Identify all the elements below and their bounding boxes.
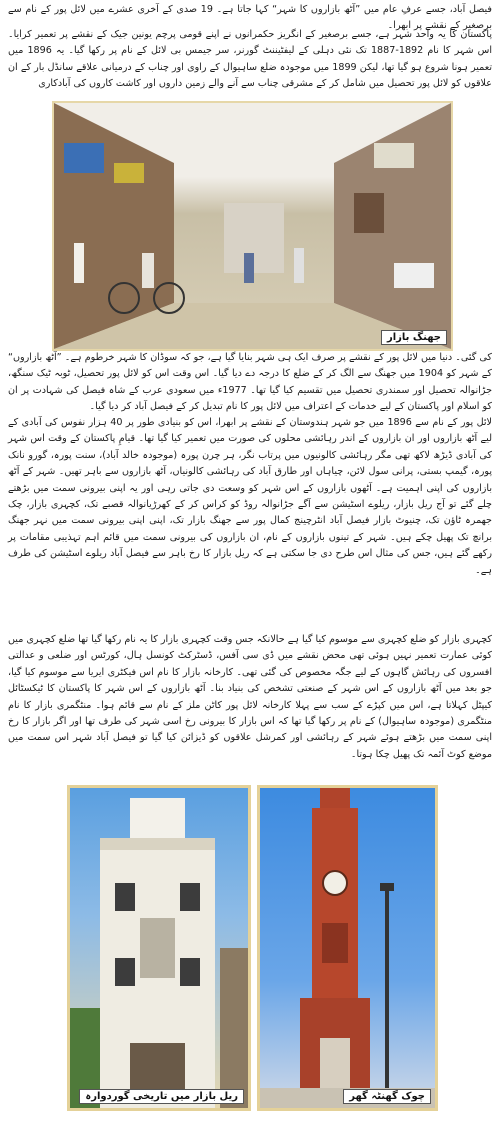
intro-paragraph: فیصل آباد، جسے عرفِ عام میں ”آٹھ بازاروں کا شہر“ کہا جاتا ہے۔ 19 صدی کے آخری عشرے میں لائل پور کے نام سے برصغیر کے نقشے پر ابھرا۔ — [8, 4, 493, 32]
gurdwara-caption: ریل بازار میں تاریخی گوردوارہ — [79, 1089, 244, 1104]
history-paragraph: پاکستان کا یہ واحد شہر ہے، جسے برصغیر کے انگریز حکمرانوں نے اپنے قومی پرچم یونین جیک کے نقشے پر تعمیر کرایا۔ اس شہر کا نام 1892-1887 تک نئی دہلی کے لیفٹیننٹ گورنر، سر جیمس بی لائل کے نام پر رکھا گیا۔ یہ 1896 میں تعمیر ہونا شروع ہو گیا تھا، لیکن 1899 میں موجودہ ضلع ساہیوال کے راوی اور چناب کے درمیانی علاقے سانڈل بار کے ان علاقوں کو لائل پور تحصیل میں شامل کر کے مشرقی چناب سے آنے والے زمین داروں اور کاشت کاروں کی آبادکاری — [8, 29, 492, 90]
renaming-paragraph: کی گئی۔ دنیا میں لائل پور کے نقشے پر صرف ایک ہی شہر بنایا گیا ہے، جو کہ سوڈان کا شہر خرطوم ہے۔ ”آٹھ بازاروں“ کے شہر کو 1904 میں جھنگ سے الگ کر کے ضلع کا درجہ دے دیا گیا۔ اس وقت اس کو لائل پور تحصیل، ٹوبہ ٹیک سنگھ، جڑانوالہ تحصیل اور سمندری تحصیل میں تقسیم کیا گیا تھا۔ 1977ء میں سعودی عرب کے شاہ فیصل کی شہادت پر ان کو اسلام اور پاکستان کے لیے خدمات کے اعتراف میں لائل پور کا نام تبدیل کر کے فیصل آباد کر دیا گیا۔ — [8, 352, 493, 413]
gurdwara-photo — [67, 785, 251, 1111]
clock-tower-photo — [257, 785, 438, 1111]
clock-tower-caption: چوک گھنٹہ گھر — [343, 1089, 431, 1104]
kachehri-bazaar-paragraph: کچہری بازار کو ضلع کچہری سے موسوم کیا گیا ہے حالانکہ جس وقت کچہری بازار کا یہ نام رکھا گیا تھا ضلع کچہری میں کوئی عمارت تعمیر نہیں ہوئی تھی محض نقشے میں ڈی سی آفس، ڈسٹرکٹ کونسل ہال، کورٹس اور ضلعی و عدالتی افسروں کی رہائش گاہوں کے لیے جگہ مخصوص کی گئی تھی۔ کارخانہ بازار کا نام اس فیکٹری ایریا سے موسوم کیا گیا، جو بعد میں آٹھ بازاروں کے اس شہر کے صنعتی تشخص کی بنیاد بنا۔ آٹھ بازاروں کے اس شہر کا پاکستان کا ٹیکسٹائل کیپٹل کہلاتا ہے، اس میں کپڑے کے سب سے پہلا کارخانہ لائل پور کاٹن ملز کے نام سے قائم ہوا۔ منٹگمری بازار کا نام منٹگمری (موجودہ ساہیوال) کے نام پر رکھا گیا تھا کہ اس بازار کا بیرونی رخ اسی شہر کی طرف تھا اور اگر بازار کا رخ اپنی سمت میں بڑھتے ہوئے شہر کے رہائشی اور کمرشل علاقوں کو ڈیزائن کیا گیا تو فیصل آباد شہر اس سمت میں موضع کوٹ آئمہ تک پھیل چکا ہوتا۔ — [8, 634, 492, 760]
jhang-bazaar-photo — [52, 101, 453, 351]
eight-bazaars-paragraph: لائل پور کے نام سے 1896 میں جو شہر ہندوستان کے نقشے پر ابھرا، اس کو بنیادی طور پر 40 ہزار نفوس کی آبادی کے لیے آٹھ بازاروں اور ان بازاروں کے اندر رہائشی محلوں کی صورت میں تعمیر کیا گیا تھا۔ قیامِ پاکستان کے وقت اس شہر کی آبادی ڈیڑھ لاکھ تھی مگر رہائشی کالونیوں میں پرتاب نگر، ہر چرن پورہ (موجودہ خالد آباد)، سنت پورہ، گورو نانک پورہ، گیمپ بستی، پرانی سول لائن، چیاہاں اور طارق آباد کی رہائشی کالونیاں، آٹھ بازاروں سے باہر تھیں۔ شہر کے آٹھ بازاروں کی اپنی اہمیت ہے۔ آٹھوں بازاروں کے اس شہر کو وسعت دی جاتی رہی اور یہ اپنی بیرونی سمت میں بڑھتے چلے گئے تو آج ریل بازار، ریلوے اسٹیشن سے آگے جڑانوالہ روڈ کو کراس کر کے کھرڑیانوالہ قصبے تک، کچہری بازار، چک جھمرہ ٹاؤن تک، چنیوٹ بازار فیصل آباد انٹرچینج کمال پور سے جھنگ بازار تک، اپنی اپنی بیرونی سمت میں نہر جھنگ برانچ تک پھیل چکے ہیں۔ شہر کے تینوں بازاروں کے نام، ان بازاروں کی بیرونی سمت میں قائم اہم تہذیبی مقامات پر رکھے گئے ہیں، جس کی مثال اس طرح دی جا سکتی ہے کہ ریل بازار کا رخ باہر سے فیصل آباد ریلوے اسٹیشن کی طرف ہے۔ — [8, 417, 492, 576]
jhang-bazaar-caption: جھنگ بازار — [381, 330, 447, 345]
